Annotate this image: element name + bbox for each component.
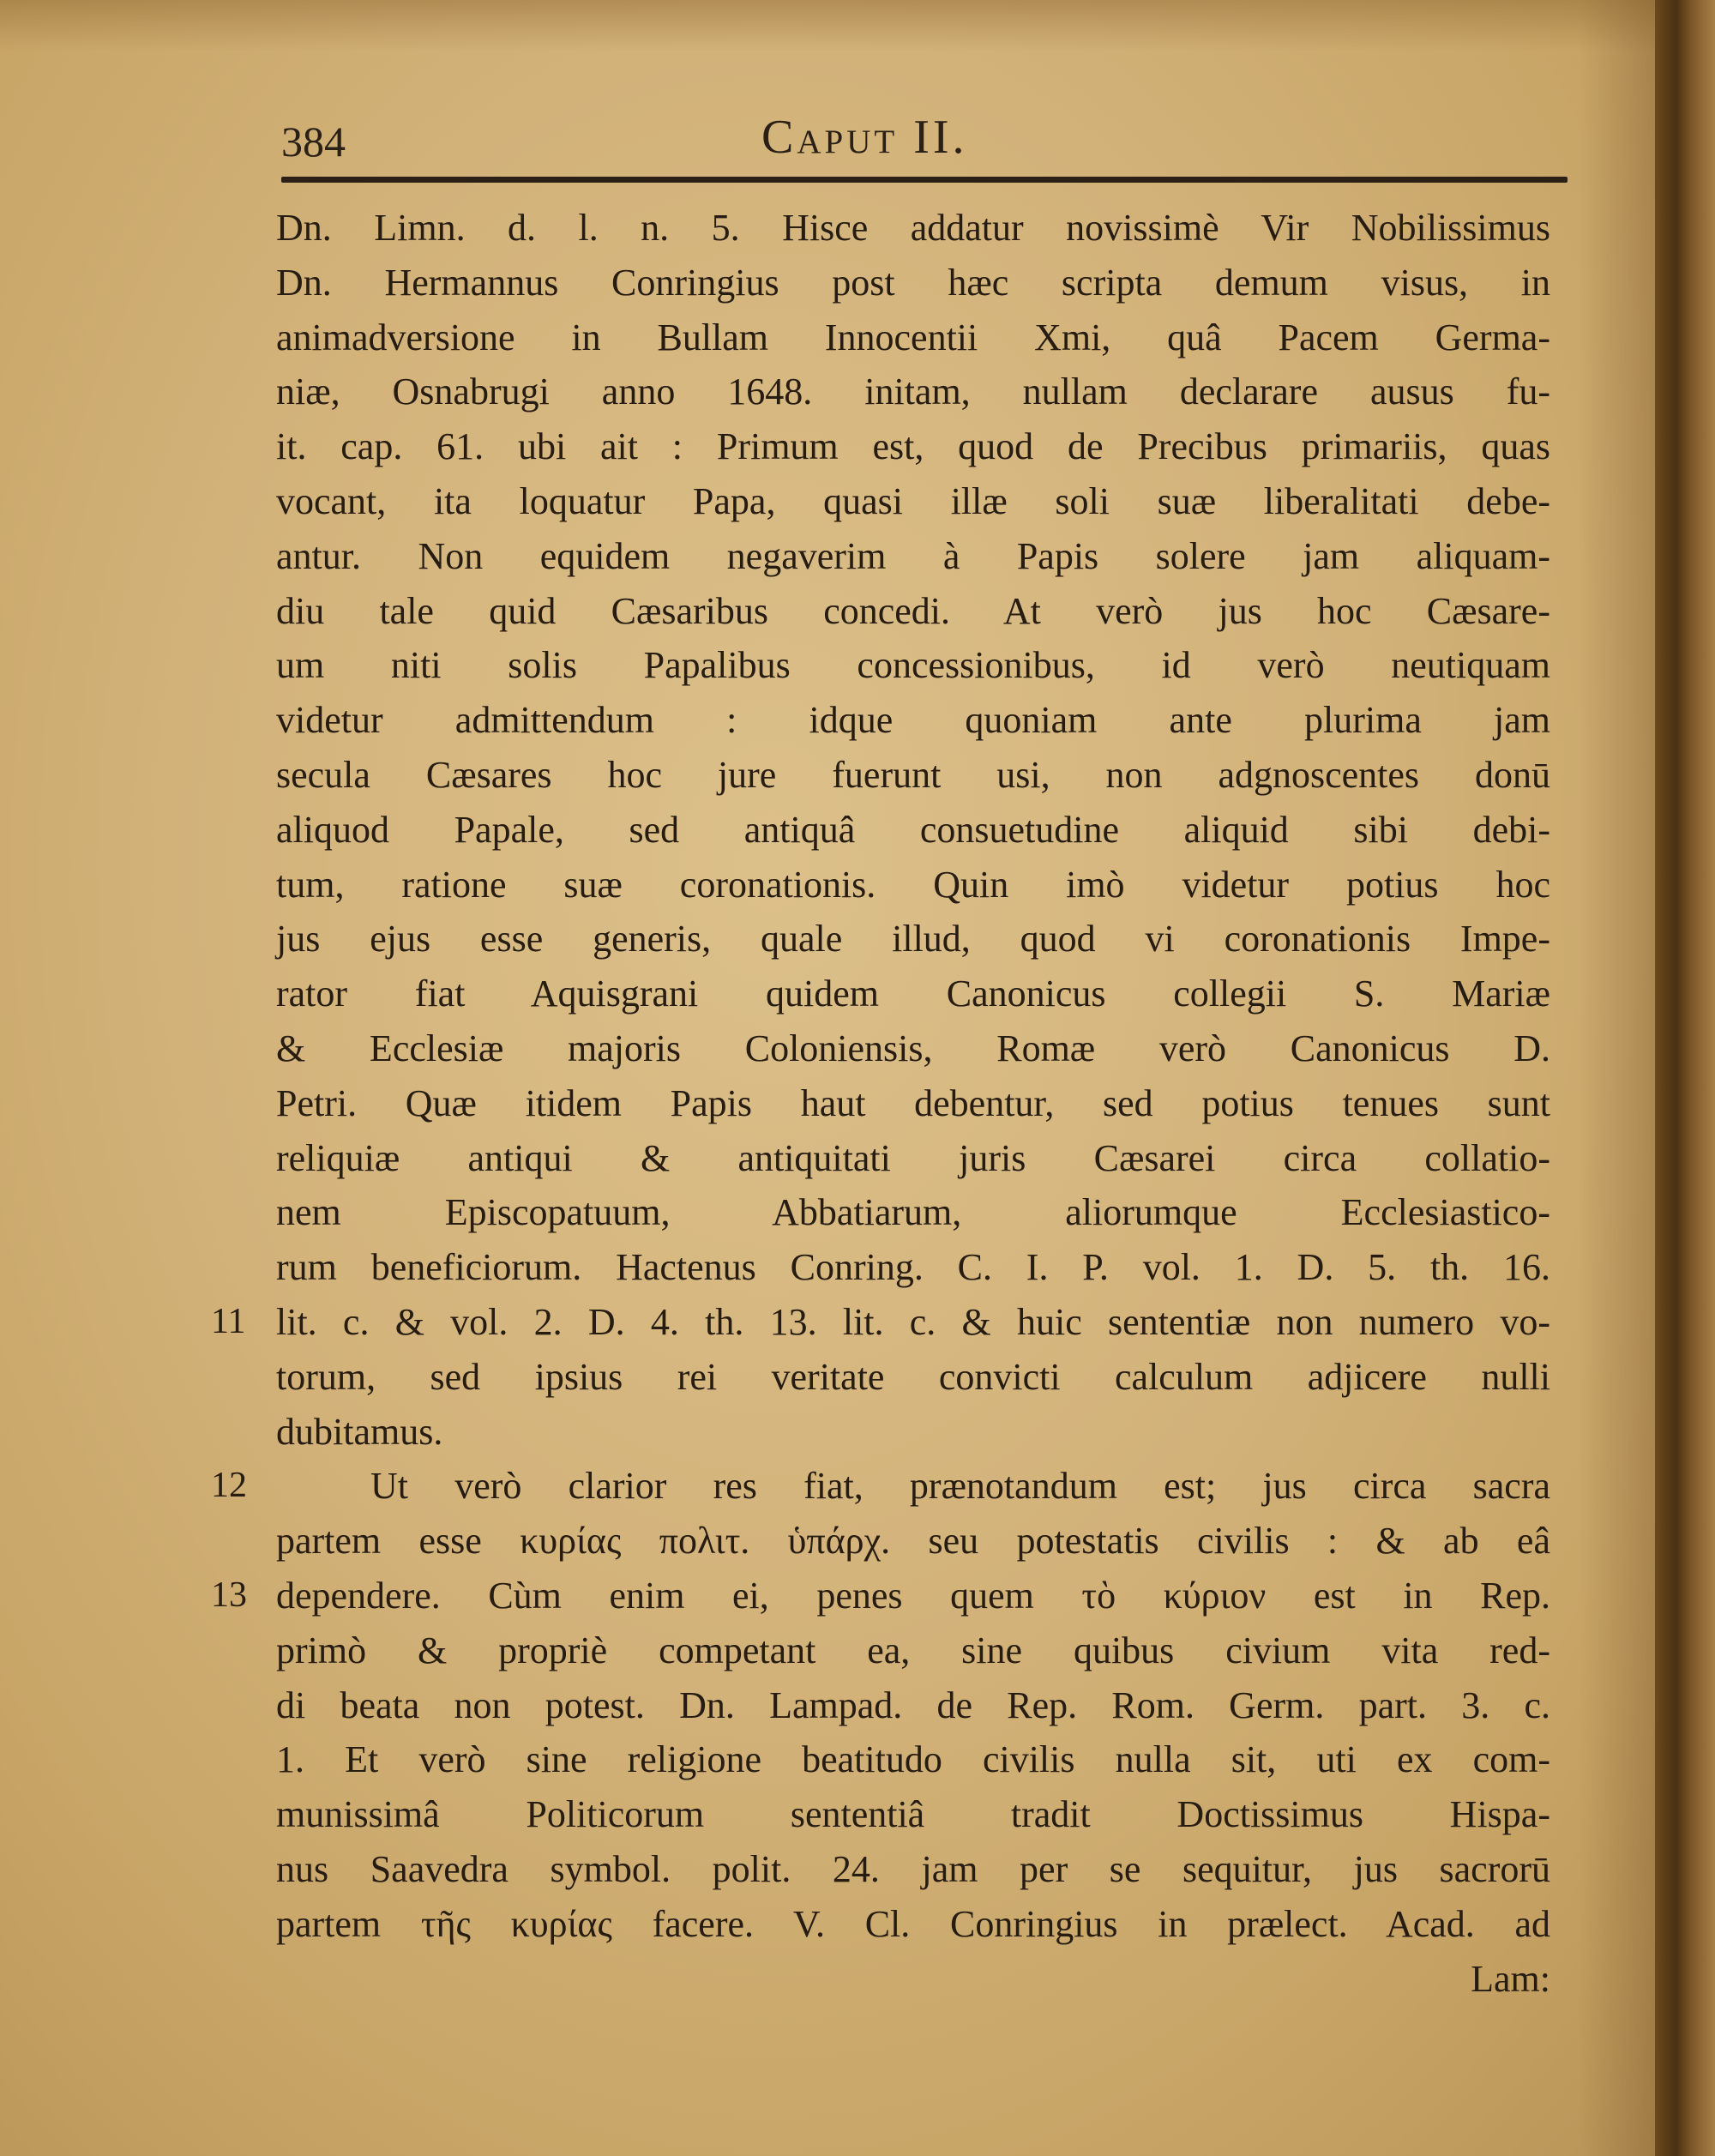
text-line: rator fiat Aquisgrani quidem Canonicus collegii S. Mariæ (276, 973, 1550, 1015)
text-line: jus ejus esse generis, quale illud, quod vi coronationis Impe- (276, 918, 1550, 961)
text-line: nus Saavedra symbol. polit. 24. jam per se sequitur, jus sacrorū (276, 1847, 1550, 1890)
text-line: Dn. Hermannus Conringius post hæc scripta demum visus, in (276, 261, 1550, 304)
margin-number: 13 (211, 1575, 247, 1615)
text-line: um niti solis Papalibus concessionibus, id verò neutiquam (276, 644, 1550, 687)
text-line: munissimâ Politicorum sententiâ tradit Doctissimus Hispa- (276, 1793, 1550, 1836)
text-line: reliquiæ antiqui & antiquitati juris Cæsarei circa collatio- (276, 1136, 1550, 1179)
text-line: secula Cæsares hoc jure fuerunt usi, non adgnoscentes donū (276, 753, 1550, 796)
text-line: animadversione in Bullam Innocentii Xmi, quâ Pacem Germa- (276, 316, 1550, 358)
text-line: videtur admittendum : idque quoniam ante plurima jam (276, 699, 1550, 742)
text-line: tum, ratione suæ coronationis. Quin imò videtur potius hoc (276, 863, 1550, 906)
text-line: di beata non potest. Dn. Lampad. de Rep. Rom. Germ. part. 3. c. (276, 1683, 1550, 1726)
binding-gutter (1655, 0, 1715, 2156)
margin-number: 12 (211, 1466, 247, 1506)
text-line: partem esse κυρίας πολιτ. ὑπάρχ. seu potestatis civilis : & ab eâ (276, 1520, 1550, 1563)
text-line: 11 lit. c. & vol. 2. D. 4. th. 13. lit. c. & huic sententiæ non numero vo- (276, 1295, 1550, 1350)
text-line: Petri. Quæ itidem Papis haut debentur, sed potius tenues sunt (276, 1081, 1550, 1124)
text-line: partem τῆς κυρίας facere. V. Cl. Conringius in prælect. Acad. ad (276, 1902, 1550, 1945)
text-line: antur. Non equidem negaverim à Papis solere jam aliquam- (276, 534, 1550, 577)
catchword: Lam: (1471, 1957, 1550, 2000)
text-line: rum beneficiorum. Hactenus Conring. C. I. P. vol. 1. D. 5. th. 16. (276, 1246, 1550, 1289)
text-line: niæ, Osnabrugi anno 1648. initam, nullam declarare ausus fu- (276, 370, 1550, 413)
page-header (281, 110, 1568, 170)
text-line: primò & propriè competant ea, sine quibus civium vita red- (276, 1629, 1550, 1671)
header-rule (281, 177, 1568, 183)
text-line: aliquod Papale, sed antiquâ consuetudine aliquid sibi debi- (276, 808, 1550, 851)
text-line: Dn. Limn. d. l. n. 5. Hisce addatur novissimè Vir Nobilissimus (276, 207, 1550, 249)
text-line: 1. Et verò sine religione beatitudo civilis nulla sit, uti ex com- (276, 1738, 1550, 1781)
text-line: 13 dependere. Cùm enim ei, penes quem τὸ κύριον est in Rep. (276, 1569, 1550, 1623)
text-line: diu tale quid Cæsaribus concedi. At verò jus hoc Cæsare- (276, 589, 1550, 632)
running-title: Caput II. (761, 111, 968, 164)
page-number: 384 (281, 117, 346, 166)
top-edge-shadow (0, 0, 1715, 51)
text-line: torum, sed ipsius rei veritate convicti calculum adjicere nulli (276, 1355, 1550, 1398)
body-text (211, 201, 1550, 2006)
text-line: dubitamus. (276, 1410, 443, 1453)
text-line: it. cap. 61. ubi ait : Primum est, quod de Precibus primariis, quas (276, 425, 1550, 468)
margin-number: 11 (211, 1301, 246, 1341)
text-line: nem Episcopatuum, Abbatiarum, aliorumque Ecclesiastico- (276, 1191, 1550, 1234)
gutter-shadow (1578, 0, 1655, 2156)
text-line: vocant, ita loquatur Papa, quasi illæ soli suæ liberalitati debe- (276, 479, 1550, 522)
text-line: & Ecclesiæ majoris Coloniensis, Romæ verò Canonicus D. (276, 1027, 1550, 1069)
text-line: 12 Ut verò clarior res fiat, prænotandum est; jus circa sacra (276, 1459, 1550, 1514)
